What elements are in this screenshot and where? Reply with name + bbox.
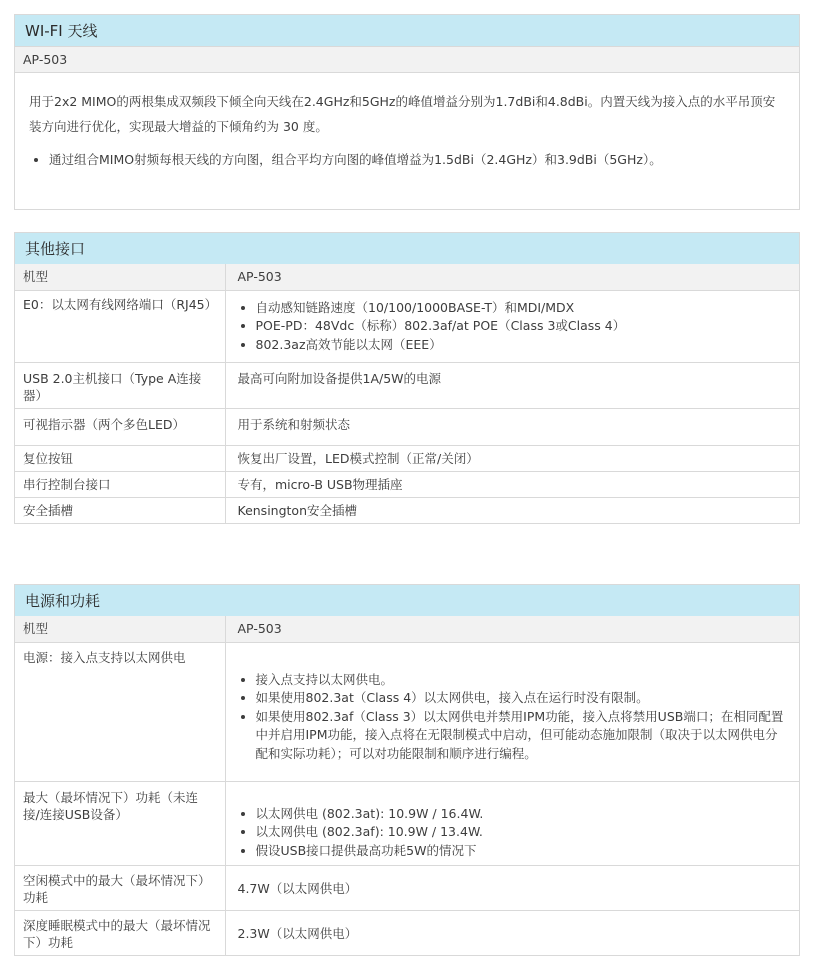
table-row — [15, 865, 799, 910]
spec-bullet: • 假设USB接口提供最高功耗5W的情况下 — [256, 842, 788, 861]
spec-bullet: • 如果使用802.3at（Class 4）以太网供电，接入点在运行时没有限制。 — [256, 689, 788, 708]
wifi-antenna-paragraph: 用于2x2 MIMO的两根集成双频段下倾全向天线在2.4GHz和5GHz的峰值增益分别为1.7dBi和4.8dBi。内置天线为接入点的水平吊顶安装方向进行优化，实现最大增益的下倾角约为 30 度。 — [29, 94, 776, 134]
spec-bullet: • POE-PD：48Vdc（标称）802.3af/at POE（Class 3或Class 4） — [256, 317, 788, 336]
spec-label: E0：以太网有线网络端口（RJ45） — [15, 290, 225, 363]
table-header-row — [15, 264, 799, 290]
spec-value: 恢复出厂设置，LED模式控制（正常/关闭） — [225, 446, 799, 472]
spec-value: 2.3W（以太网供电） — [225, 910, 799, 955]
spec-bullet-list — [238, 805, 788, 861]
spec-label: 空闲模式中的最大（最坏情况下）功耗 — [15, 865, 225, 910]
column-header-value: AP-503 — [225, 616, 799, 642]
table-row — [15, 409, 799, 446]
table-row — [15, 446, 799, 472]
spec-bullet: • 如果使用802.3af（Class 3）以太网供电并禁用IPM功能，接入点将禁用USB端口；在相同配置中并启用IPM功能，接入点将在无限制模式中启动，但可能动态施加限制（取决于以太网供电分配和实际功耗）；可以对功能限制和顺序进行编程。 — [256, 708, 788, 764]
spec-bullet: • 自动感知链路速度（10/100/1000BASE-T）和MDI/MDX — [256, 299, 788, 318]
spec-value — [225, 781, 799, 865]
section-title-wifi-antenna: WI-FI 天线 — [15, 15, 799, 46]
other-interfaces-table — [15, 264, 799, 523]
spec-value: 4.7W（以太网供电） — [225, 865, 799, 910]
column-header-model: 机型 — [15, 264, 225, 290]
spec-value: Kensington安全插槽 — [225, 498, 799, 524]
section-other-interfaces — [14, 232, 800, 524]
section-title-other-interfaces: 其他接口 — [15, 233, 799, 264]
section-wifi-antenna — [14, 14, 800, 210]
spec-bullet-list — [238, 299, 788, 355]
table-row — [15, 910, 799, 955]
wifi-antenna-bullet: • 通过组合MIMO射频每根天线的方向图，组合平均方向图的峰值增益为1.5dBi（2.4GHz）和3.9dBi（5GHz）。 — [49, 149, 783, 170]
power-consumption-table — [15, 616, 799, 955]
table-header-row — [15, 616, 799, 642]
spec-label: 复位按钮 — [15, 446, 225, 472]
spec-label: 最大（最坏情况下）功耗（未连接/连接USB设备） — [15, 781, 225, 865]
section-power-consumption — [14, 584, 800, 956]
spec-label: 串行控制台接口 — [15, 472, 225, 498]
spec-value — [225, 642, 799, 781]
spec-bullet: • 以太网供电 (802.3at): 10.9W / 16.4W. — [256, 805, 788, 824]
spec-bullet: • 接入点支持以太网供电。 — [256, 671, 788, 690]
spec-label: USB 2.0主机接口（Type A连接器） — [15, 363, 225, 409]
table-row — [15, 363, 799, 409]
table-row — [15, 781, 799, 865]
table-row — [15, 498, 799, 524]
spec-value: 最高可向附加设备提供1A/5W的电源 — [225, 363, 799, 409]
spec-bullet: • 802.3az高效节能以太网（EEE） — [256, 336, 788, 355]
column-header-value: AP-503 — [225, 264, 799, 290]
column-header-model: 机型 — [15, 616, 225, 642]
model-label: AP-503 — [15, 46, 799, 73]
section-title-power-consumption: 电源和功耗 — [15, 585, 799, 616]
spec-bullet-list — [238, 671, 788, 764]
spec-label: 可视指示器（两个多色LED） — [15, 409, 225, 446]
spec-label: 深度睡眠模式中的最大（最坏情况下）功耗 — [15, 910, 225, 955]
spec-value: 专有，micro-B USB物理插座 — [225, 472, 799, 498]
wifi-antenna-description — [15, 73, 799, 209]
table-row — [15, 472, 799, 498]
spec-label: 安全插槽 — [15, 498, 225, 524]
table-row — [15, 642, 799, 781]
spec-label: 电源：接入点支持以太网供电 — [15, 642, 225, 781]
wifi-antenna-bullet-list — [29, 149, 783, 170]
spec-bullet: • 以太网供电 (802.3af): 10.9W / 13.4W. — [256, 823, 788, 842]
spec-value: 用于系统和射频状态 — [225, 409, 799, 446]
spec-value — [225, 290, 799, 363]
table-row — [15, 290, 799, 363]
